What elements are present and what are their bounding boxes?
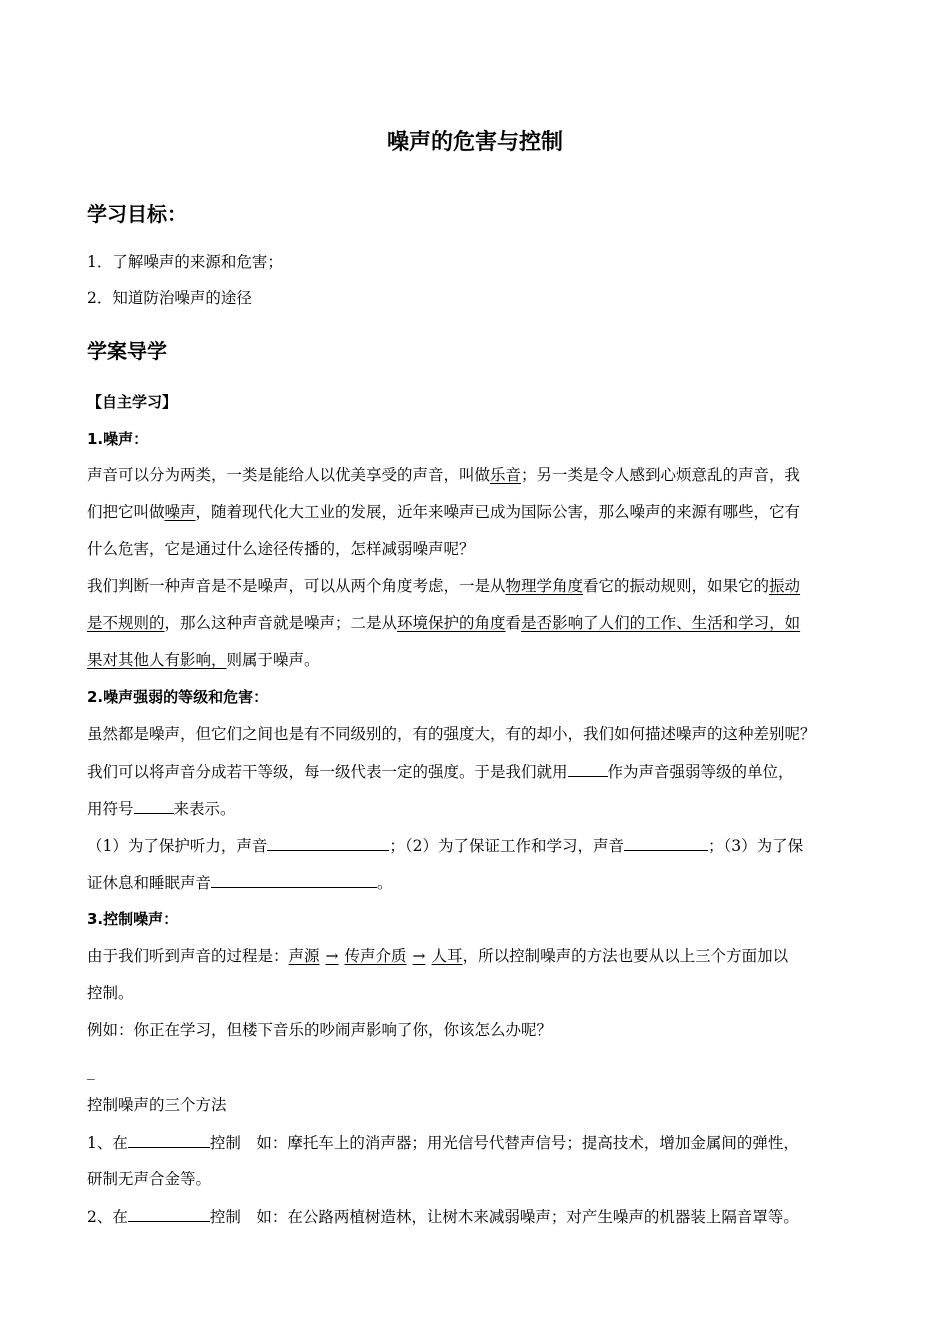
text-span: 由于我们听到声音的过程是： xyxy=(87,947,289,965)
text-span: ；另一类是令人感到心烦意乱的声音，我 xyxy=(521,466,801,484)
paragraph-line xyxy=(87,501,800,523)
objective-item-1: 1．了解噪声的来源和危害； xyxy=(87,253,283,271)
text-span: 声音可以分为两类，一类是能给人以优美享受的声音，叫做 xyxy=(87,466,491,484)
page-title: 噪声的危害与控制 xyxy=(386,130,563,155)
fill-blank[interactable] xyxy=(267,834,389,851)
text-span: 则属于噪声。 xyxy=(226,651,320,669)
paragraph-line xyxy=(87,1205,799,1228)
paragraph-line xyxy=(87,945,788,967)
underlined-term: 是不规则的 xyxy=(87,614,165,632)
underlined-term: 环境保护的角度 xyxy=(397,614,506,632)
text-span: ；（2）为了保证工作和学习，声音 xyxy=(389,837,624,855)
underlined-term: 噪声 xyxy=(164,503,196,521)
text-span: 来表示。 xyxy=(173,800,236,818)
underlined-term: 传声介质 xyxy=(344,947,407,965)
text-span: 控制 如：在公路两植树造林，让树木来减弱噪声；对产生噪声的机器装上隔音罩等。 xyxy=(209,1208,799,1226)
paragraph-line xyxy=(87,1131,799,1154)
paragraph-line xyxy=(87,612,800,634)
text-span: 看它的振动规则，如果它的 xyxy=(583,577,770,595)
text-span: 作为声音强弱等级的单位， xyxy=(607,763,794,781)
underlined-term: 物理学角度 xyxy=(505,577,584,595)
text-span: 们把它叫做 xyxy=(87,503,165,521)
paragraph-line: 控制。 xyxy=(87,984,134,1002)
underlined-term: 声源 xyxy=(288,947,320,965)
text-span: 用符号 xyxy=(87,800,134,818)
text-span: ；（3）为了保 xyxy=(708,837,804,855)
underlined-term: 乐音 xyxy=(490,466,522,484)
paragraph-line: 什么危害，它是通过什么途径传播的，怎样减弱噪声呢？ xyxy=(87,540,475,558)
paragraph-line: 例如：你正在学习，但楼下音乐的吵闹声影响了你，你该怎么办呢？ xyxy=(87,1021,553,1039)
text-span: ，那么这种声音就是噪声；二是从 xyxy=(164,614,398,632)
text-span: ，所以控制噪声的方法也要从以上三个方面加以 xyxy=(462,947,789,965)
paragraph-line xyxy=(87,834,803,857)
underlined-term: 果对其他人有影响， xyxy=(87,651,227,669)
text-span: 。 xyxy=(377,874,393,892)
fill-blank[interactable] xyxy=(128,1131,210,1148)
text-span: ，随着现代化大工业的发展，近年来噪声已成为国际公害，那么噪声的来源有哪些，它有 xyxy=(195,503,801,521)
text-span: 我们判断一种声音是不是噪声，可以从两个角度考虑，一是从 xyxy=(87,577,506,595)
paragraph-line xyxy=(87,797,236,820)
text-span: （1）为了保护听力，声音 xyxy=(87,837,268,855)
paragraph-line xyxy=(87,649,320,671)
paragraph-line xyxy=(87,575,800,597)
underlined-term: 是否影响了人们的工作、生活和学习，如 xyxy=(521,614,801,632)
fill-blank[interactable] xyxy=(624,834,708,851)
fill-blank[interactable] xyxy=(128,1205,210,1222)
text-span: 看 xyxy=(505,614,522,632)
fill-blank[interactable] xyxy=(568,760,608,777)
text-span: 证休息和睡眠声音 xyxy=(87,874,212,892)
paragraph-line xyxy=(87,871,393,894)
fill-blank[interactable] xyxy=(211,871,377,888)
arrow-icon: → xyxy=(412,947,426,965)
paragraph-line xyxy=(87,464,800,486)
text-span: 1、在 xyxy=(87,1134,128,1152)
objective-item-2: 2．知道防治噪声的途径 xyxy=(87,289,252,307)
paragraph-line: 虽然都是噪声，但它们之间也是有不同级别的，有的强度大，有的却小，我们如何描述噪声的这种差别呢？ xyxy=(87,725,816,743)
objectives-heading: 学习目标： xyxy=(87,202,187,226)
underlined-term: 人耳 xyxy=(431,947,463,965)
paragraph-line xyxy=(87,760,794,783)
section-2-heading: 2.噪声强弱的等级和危害： xyxy=(87,688,269,706)
fill-blank[interactable] xyxy=(134,797,174,814)
arrow-icon: → xyxy=(325,947,339,965)
section-1-heading: 1.噪声： xyxy=(87,430,149,448)
section-3-heading: 3.控制噪声： xyxy=(87,910,179,928)
paragraph-line: 研制无声合金等。 xyxy=(87,1170,212,1188)
self-study-label: 【自主学习】 xyxy=(87,393,178,411)
text-span: 我们可以将声音分成若干等级，每一级代表一定的强度。于是我们就用 xyxy=(87,763,568,781)
paragraph-line: _ xyxy=(87,1062,95,1080)
underlined-term: 振动 xyxy=(769,577,801,595)
paragraph-line: 控制噪声的三个方法 xyxy=(87,1096,227,1114)
guide-heading: 学案导学 xyxy=(87,339,167,363)
text-span: 控制 如：摩托车上的消声器；用光信号代替声信号；提高技术，增加金属间的弹性， xyxy=(209,1134,799,1152)
text-span: 2、在 xyxy=(87,1208,128,1226)
